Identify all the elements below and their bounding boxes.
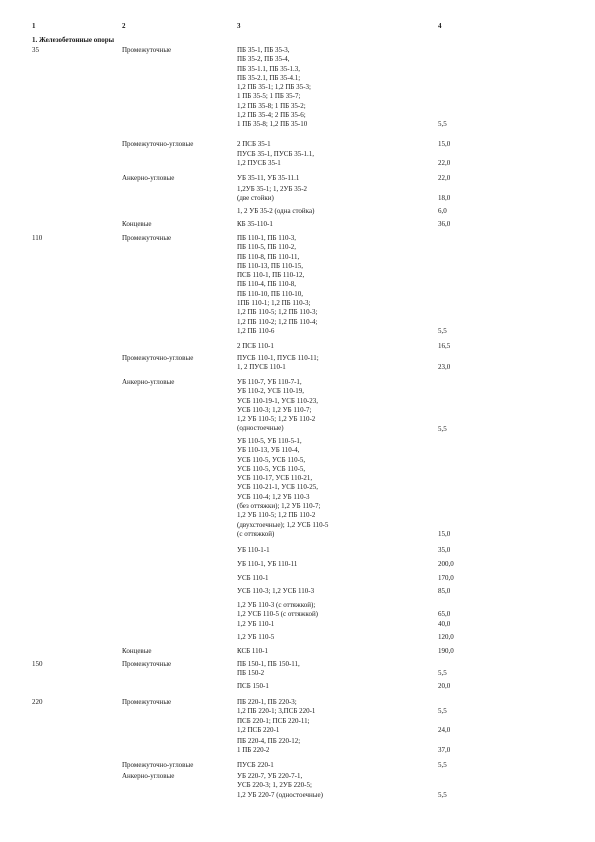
support-codes-cell: 1,2УБ 35-1; 1, 2УБ 35-2 (две стойки) — [237, 185, 308, 203]
value-cell: 35,0 — [438, 546, 451, 554]
support-codes-cell: 1,2 УБ 110-5 — [237, 633, 275, 641]
support-type-cell: Промежуточные — [122, 234, 172, 242]
support-codes-cell: КБ 35-110-1 — [237, 220, 273, 228]
support-codes-cell: ПСБ 220-1; ПСБ 220-11; 1,2 ПСБ 220-1 — [237, 717, 310, 735]
support-codes-cell: УБ 110-7, УБ 110-7-1, УБ 110-2, УСБ 110-19, УСБ 110-19-1, УСБ 110-23, УСБ 110-3; 1,2 УБ 110-7; 1,2 УБ 110-5; 1,2 УБ 110-2 (одностоечные) — [237, 378, 319, 433]
support-type-cell: Промежуточные — [122, 46, 172, 54]
support-codes-cell: ПУСБ 110-1, ПУСБ 110-11; 1, 2 ПУСБ 110-1 — [237, 354, 319, 372]
support-codes-cell: УБ 110-1, УБ 110-11 — [237, 560, 298, 568]
support-codes-cell: ПБ 35-1, ПБ 35-3, ПБ 35-2, ПБ 35-4, ПБ 35-1.1, ПБ 35-1.3, ПБ 35-2.1, ПБ 35-4.1; 1,2 ПБ 35-1; 1,2 ПБ 35-3; 1 ПБ 35-5; 1 ПБ 35-7; 1,2 ПБ 35-8; 1 ПБ 35-2; 1,2 ПБ 35-4; 2 ПБ 35-6; 1 ПБ 35-8; 1,2 ПБ 35-10 — [237, 46, 311, 129]
value-cell: 20,0 — [438, 682, 451, 690]
voltage-cell: 110 — [32, 234, 43, 242]
value-cell: 40,0 — [438, 620, 451, 628]
value-cell: 5,5 — [438, 790, 447, 799]
value-cell: 5,5 — [438, 424, 447, 433]
value-cell: 5,5 — [438, 669, 447, 678]
support-codes-cell: ПБ 220-4, ПБ 220-12; 1 ПБ 220-2 — [237, 737, 301, 755]
support-codes-cell: ПУСБ 35-1, ПУСБ 35-1.1, 1,2 ПУСБ 35-1 — [237, 150, 315, 168]
support-type-cell: Промежуточно-угловые — [122, 354, 194, 362]
value-cell: 120,0 — [438, 633, 454, 641]
value-cell: 15,0 — [438, 530, 451, 538]
column-header-3: 3 — [237, 22, 241, 30]
support-type-cell: Промежуточные — [122, 660, 172, 668]
support-codes-cell: ПСБ 150-1 — [237, 682, 269, 690]
section-title: 1. Железобетонные опоры — [32, 36, 115, 44]
support-codes-cell: 1,2 УБ 110-3 (с оттяжкой); 1,2 УСБ 110-5 (с оттяжкой) — [237, 601, 319, 619]
support-codes-cell: ПУСБ 220-1 — [237, 761, 274, 769]
support-codes-cell: ПБ 110-1, ПБ 110-3, ПБ 110-5, ПБ 110-2, ПБ 110-8, ПБ 110-11, ПБ 110-13, ПБ 110-15, ПСБ 110-1, ПБ 110-12, ПБ 110-4, ПБ 110-8, ПБ 110-10, ПБ 110-10, 1ПБ 110-1; 1,2 ПБ 110-3; 1,2 ПБ 110-5; 1,2 ПБ 110-3; 1,2 ПБ 110-2; 1,2 ПБ 110-4; 1,2 ПБ 110-6 — [237, 234, 318, 335]
support-codes-cell: УБ 220-7, УБ 220-7-1, УСБ 220-3; 1, 2УБ 220-5; 1,2 УБ 220-7 (одностоечные) — [237, 772, 323, 799]
value-cell: 200,0 — [438, 560, 454, 568]
value-cell: 5,5 — [438, 707, 447, 716]
support-codes-cell: ПБ 220-1, ПБ 220-3; 1,2 ПБ 220-1; 3,ПСБ 220-1 — [237, 698, 316, 716]
value-cell: 22,0 — [438, 159, 451, 168]
value-cell: 5,5 — [438, 761, 447, 769]
support-type-cell: Промежуточные — [122, 698, 172, 706]
value-cell: 170,0 — [438, 574, 454, 582]
value-cell: 6,0 — [438, 207, 447, 215]
value-cell: 18,0 — [438, 194, 451, 203]
voltage-cell: 220 — [32, 698, 43, 706]
value-cell: 36,0 — [438, 220, 451, 228]
support-codes-cell: 2 ПСБ 35-1 — [237, 140, 271, 148]
support-type-cell: Анкерно-угловые — [122, 772, 175, 780]
column-header-4: 4 — [438, 22, 442, 30]
support-codes-cell: 2 ПСБ 110-1 — [237, 342, 274, 350]
support-codes-cell: УСБ 110-1 — [237, 574, 269, 582]
value-cell: 24,0 — [438, 726, 451, 735]
support-codes-cell: УСБ 110-3; 1,2 УСБ 110-3 — [237, 587, 315, 595]
value-cell: 5,5 — [438, 327, 447, 335]
value-cell: 16,5 — [438, 342, 451, 350]
support-type-cell: Промежуточно-угловые — [122, 761, 194, 769]
value-cell: 5,5 — [438, 120, 447, 129]
support-type-cell: Анкерно-угловые — [122, 174, 175, 182]
voltage-cell: 150 — [32, 660, 43, 668]
support-type-cell: Концевые — [122, 647, 152, 655]
support-codes-cell: УБ 110-1-1 — [237, 546, 270, 554]
support-codes-cell: УБ 110-5, УБ 110-5-1, УБ 110-13, УБ 110-4, УСБ 110-5, УСБ 110-5, УСБ 110-5, УСБ 110-5, УСБ 110-17, УСБ 110-21, УСБ 110-21-1, УСБ 110-25, УСБ 110-4; 1,2 УБ 110-3 (без оттяжки); 1,2 УБ 110-7; 1,2 УБ 110-5; 1,2 ПБ 110-2 (двухстоечные); 1,2 УСБ 110-5 (с оттяжкой) — [237, 437, 329, 538]
value-cell: 85,0 — [438, 587, 451, 595]
value-cell: 190,0 — [438, 647, 454, 655]
column-header-1: 1 — [32, 22, 36, 30]
support-codes-cell: 1,2 УБ 110-1 — [237, 620, 275, 628]
support-codes-cell: 1, 2 УБ 35-2 (одна стойка) — [237, 207, 315, 215]
value-cell: 15,0 — [438, 140, 451, 148]
value-cell: 22,0 — [438, 174, 451, 182]
value-cell: 37,0 — [438, 746, 451, 755]
voltage-cell: 35 — [32, 46, 39, 54]
column-header-2: 2 — [122, 22, 126, 30]
value-cell: 23,0 — [438, 363, 451, 372]
support-type-cell: Промежуточно-угловые — [122, 140, 194, 148]
support-codes-cell: КСБ 110-1 — [237, 647, 269, 655]
support-type-cell: Анкерно-угловые — [122, 378, 175, 386]
support-type-cell: Концевые — [122, 220, 152, 228]
support-codes-cell: УБ 35-11, УБ 35-11.1 — [237, 174, 300, 182]
value-cell: 65,0 — [438, 610, 451, 619]
support-codes-cell: ПБ 150-1, ПБ 150-11, ПБ 150-2 — [237, 660, 300, 678]
